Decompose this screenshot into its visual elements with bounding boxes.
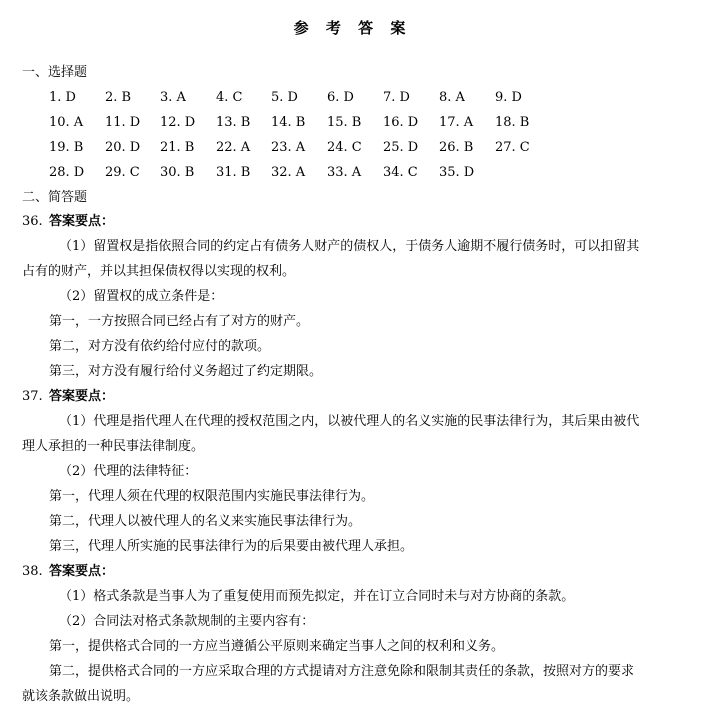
question-number: 37. (22, 389, 43, 404)
mc-answer: 10. A (49, 115, 84, 130)
q38-rule-1: 第一，提供格式合同的一方应当遵循公平原则来确定当事人之间的权利和义务。 (49, 639, 505, 654)
mc-answer: 34. C (383, 165, 418, 180)
q36-condition-1: 第一，一方按照合同已经占有了对方的财产。 (49, 314, 310, 329)
q38-rule-2-cont: 就该条款做出说明。 (22, 689, 140, 704)
mc-answer: 25. D (383, 140, 419, 155)
question-number: 38. (22, 564, 43, 579)
mc-answer: 32. A (271, 165, 306, 180)
mc-answer: 3. A (160, 90, 186, 105)
mc-answer: 30. B (160, 165, 195, 180)
mc-answer: 9. D (495, 90, 522, 105)
q36-paragraph-1-cont: 占有的财产，并以其担保债权得以实现的权利。 (22, 264, 296, 279)
mc-answer: 7. D (383, 90, 410, 105)
q37-paragraph-2: （2）代理的法律特征： (59, 464, 198, 479)
mc-answer: 20. D (105, 140, 141, 155)
q37-feature-2: 第二，代理人以被代理人的名义来实施民事法律行为。 (49, 514, 362, 529)
q37-paragraph-1: （1）代理是指代理人在代理的授权范围之内，以被代理人的名义实施的民事法律行为，其后果由被代 (59, 414, 640, 429)
mc-answer: 31. B (216, 165, 251, 180)
q38-rule-2: 第二，提供格式合同的一方应采取合理的方式提请对方注意免除和限制其责任的条款，按照对方的要求 (49, 664, 635, 679)
q36-condition-2: 第二，对方没有依约给付应付的款项。 (49, 339, 271, 354)
question-38-heading (22, 563, 114, 581)
mc-answer: 35. D (439, 165, 475, 180)
mc-answer: 24. C (327, 140, 362, 155)
question-36-heading (22, 213, 114, 231)
mc-answer: 8. A (439, 90, 465, 105)
mc-answer: 21. B (160, 140, 195, 155)
mc-answer: 23. A (271, 140, 306, 155)
q36-condition-3: 第三，对方没有履行给付义务超过了约定期限。 (49, 364, 323, 379)
mc-answer: 13. B (216, 115, 251, 130)
mc-answer: 28. D (49, 165, 85, 180)
mc-answer: 27. C (495, 140, 530, 155)
q36-paragraph-2: （2）留置权的成立条件是： (59, 289, 224, 304)
q37-feature-3: 第三，代理人所实施的民事法律行为的后果要由被代理人承担。 (49, 539, 414, 554)
question-label: 答案要点： (49, 389, 115, 404)
q38-paragraph-2: （2）合同法对格式条款规制的主要内容有： (59, 614, 315, 629)
question-37-heading (22, 388, 114, 406)
mc-answer: 11. D (105, 115, 141, 130)
page-title: 参 考 答 案 (293, 19, 412, 37)
mc-answer: 26. B (439, 140, 474, 155)
mc-answer: 15. B (327, 115, 362, 130)
question-label: 答案要点： (49, 214, 115, 229)
mc-answer: 4. C (216, 90, 243, 105)
mc-answer: 22. A (216, 140, 251, 155)
q38-paragraph-1: （1）格式条款是当事人为了重复使用而预先拟定，并在订立合同时未与对方协商的条款。 (59, 589, 575, 604)
question-label: 答案要点： (49, 564, 115, 579)
mc-answer: 33. A (327, 165, 362, 180)
q37-paragraph-1-cont: 理人承担的一种民事法律制度。 (22, 439, 205, 454)
section-heading-multiple-choice: 一、选择题 (22, 65, 88, 80)
mc-answer: 17. A (439, 115, 474, 130)
mc-answer: 29. C (105, 165, 140, 180)
mc-answer: 2. B (105, 90, 132, 105)
q37-feature-1: 第一，代理人须在代理的权限范围内实施民事法律行为。 (49, 489, 375, 504)
mc-answer: 18. B (495, 115, 530, 130)
mc-answer: 6. D (327, 90, 354, 105)
question-number: 36. (22, 214, 43, 229)
mc-answer: 5. D (271, 90, 298, 105)
mc-answer: 14. B (271, 115, 306, 130)
mc-answer: 1. D (49, 90, 76, 105)
q36-paragraph-1: （1）留置权是指依照合同的约定占有债务人财产的债权人，于债务人逾期不履行债务时，可以扣留其 (59, 239, 640, 254)
mc-answer: 12. D (160, 115, 196, 130)
mc-answer: 16. D (383, 115, 419, 130)
section-heading-short-answer: 二、简答题 (22, 190, 88, 205)
mc-answer: 19. B (49, 140, 84, 155)
